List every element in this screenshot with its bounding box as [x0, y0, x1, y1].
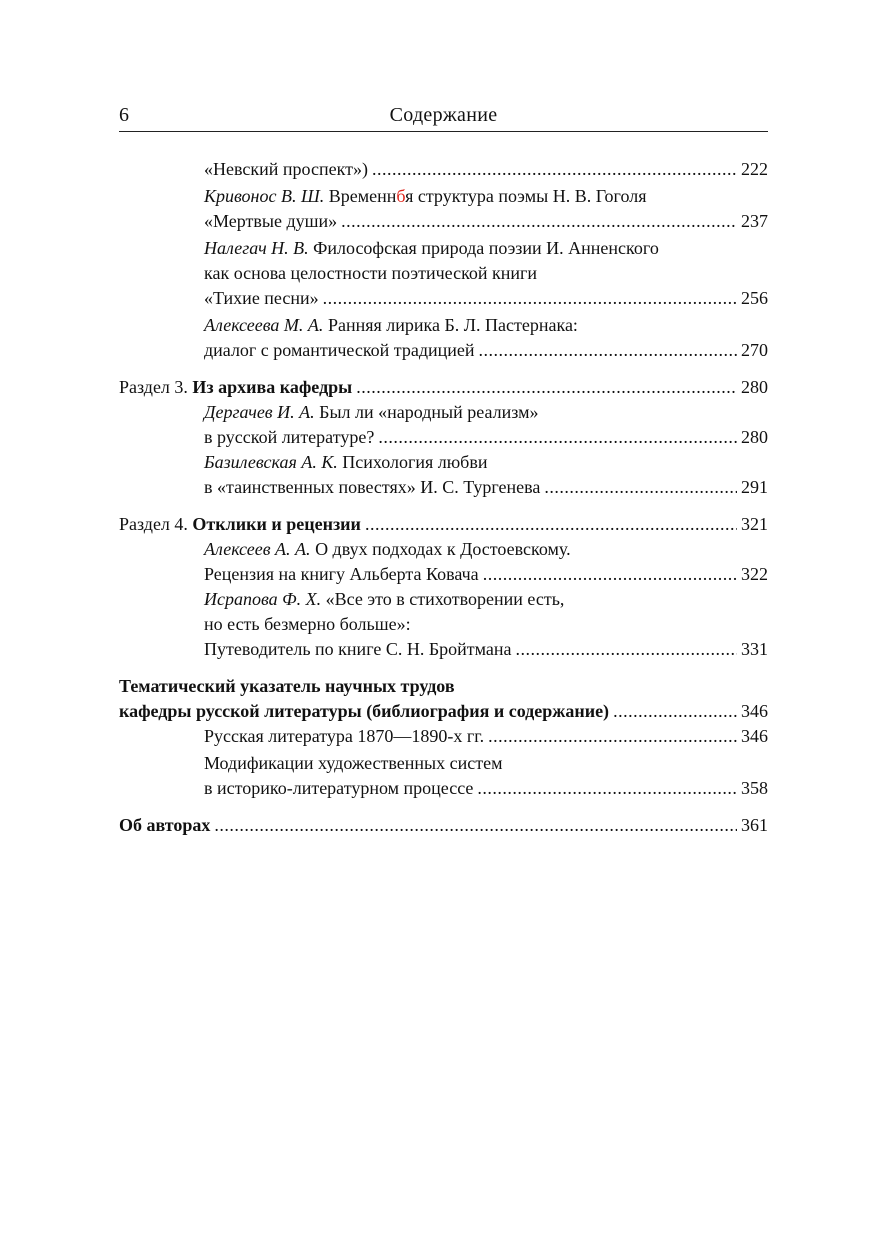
toc-line [119, 537, 768, 562]
entry-title: «Тихие песни» [204, 288, 319, 308]
leader-dots [323, 286, 737, 311]
entry-line: как основа целостности поэтической книги [204, 263, 538, 283]
toc-line [119, 157, 768, 182]
entry-author: Кривонос В. Ш. [204, 186, 325, 206]
entry-title: Путеводитель по книге С. Н. Бройтмана [204, 639, 512, 659]
page-ref: 346 [741, 726, 768, 746]
section-heading [119, 375, 768, 400]
entry-title: в «таинственных повестях» И. С. Тургенева [204, 477, 541, 497]
page-ref: 322 [741, 564, 768, 584]
leader-dots [483, 562, 737, 587]
page-ref: 321 [741, 514, 768, 534]
page-ref: 358 [741, 778, 768, 798]
page-ref: 361 [741, 815, 768, 835]
section-heading [119, 674, 768, 699]
page-ref: 331 [741, 639, 768, 659]
toc-line [119, 562, 768, 587]
entry-title: в историко-литературном процессе [204, 778, 474, 798]
page-ref: 270 [741, 340, 768, 360]
toc-line [119, 313, 768, 338]
toc-line [119, 612, 768, 637]
section-heading [119, 813, 768, 838]
page-ref: 280 [741, 427, 768, 447]
entry-line: Базилевская А. К. Психология любви [204, 452, 488, 472]
leader-dots [214, 813, 737, 838]
section-title: Тематический указатель научных трудов [119, 676, 455, 696]
toc-line [119, 338, 768, 363]
toc-line [119, 475, 768, 500]
page-ref: 280 [741, 377, 768, 397]
toc-line [119, 425, 768, 450]
stress-mark: б [396, 186, 406, 206]
section-heading [119, 512, 768, 537]
entry-title: в русской литературе? [204, 427, 375, 447]
entry-author: Алексеева М. А. [204, 315, 324, 335]
section-title: Отклики и рецензии [192, 514, 361, 534]
entry-author: Алексеев А. А. [204, 539, 311, 559]
leader-dots [356, 375, 737, 400]
leader-dots [341, 209, 737, 234]
page-header [119, 103, 768, 132]
leader-dots [479, 338, 737, 363]
toc-line [119, 209, 768, 234]
toc-line [119, 776, 768, 801]
table-of-contents [119, 157, 768, 838]
toc-line [119, 184, 768, 209]
leader-dots [516, 637, 737, 662]
leader-dots [365, 512, 737, 537]
leader-dots [372, 157, 737, 182]
section-label: Раздел 3. [119, 377, 188, 397]
entry-title: Рецензия на книгу Альберта Ковача [204, 564, 479, 584]
toc-line [119, 400, 768, 425]
leader-dots [378, 425, 737, 450]
entry-line: Алексеева М. А. Ранняя лирика Б. Л. Пастернака: [204, 315, 578, 335]
toc-line [119, 286, 768, 311]
entry-line: Налегач Н. В. Философская природа поэзии И. Анненского [204, 238, 659, 258]
toc-line [119, 724, 768, 749]
entry-title: «Мертвые души» [204, 211, 338, 231]
entry-author: Исрапова Ф. Х. [204, 589, 322, 609]
entry-title: диалог с романтической традицией [204, 340, 475, 360]
leader-dots [488, 724, 737, 749]
entry-line: Исрапова Ф. Х. «Все это в стихотворении есть, [204, 589, 565, 609]
toc-line [119, 637, 768, 662]
toc-line [119, 587, 768, 612]
page-ref: 222 [741, 159, 768, 179]
leader-dots [477, 776, 737, 801]
entry-line: Кривонос В. Ш. Временнбя структура поэмы Н. В. Гоголя [204, 186, 647, 206]
entry-line: но есть безмерно больше»: [204, 614, 411, 634]
entry-line: Дергачев И. А. Был ли «народный реализм» [204, 402, 539, 422]
page-ref: 291 [741, 477, 768, 497]
section-heading [119, 699, 768, 724]
entry-line: Алексеев А. А. О двух подходах к Достоевскому. [204, 539, 571, 559]
leader-dots [544, 475, 737, 500]
section-label: Раздел 4. [119, 514, 188, 534]
section-title: Об авторах [119, 815, 211, 835]
entry-author: Налегач Н. В. [204, 238, 309, 258]
page-number: 6 [119, 104, 129, 126]
toc-line [119, 261, 768, 286]
running-title: Содержание [389, 104, 498, 126]
entry-author: Базилевская А. К. [204, 452, 338, 472]
toc-line [119, 751, 768, 776]
leader-dots [613, 699, 737, 724]
entry-title: Русская литература 1870—1890-х гг. [204, 726, 485, 746]
toc-line [119, 236, 768, 261]
page-ref: 256 [741, 288, 768, 308]
entry-author: Дергачев И. А. [204, 402, 315, 422]
entry-line: Модификации художественных систем [204, 753, 503, 773]
section-title: Из архива кафедры [192, 377, 353, 397]
entry-title: «Невский проспект») [204, 159, 368, 179]
toc-line [119, 450, 768, 475]
page-ref: 346 [741, 701, 768, 721]
section-title: кафедры русской литературы (библиография и содержание) [119, 701, 610, 721]
page-ref: 237 [741, 211, 768, 231]
